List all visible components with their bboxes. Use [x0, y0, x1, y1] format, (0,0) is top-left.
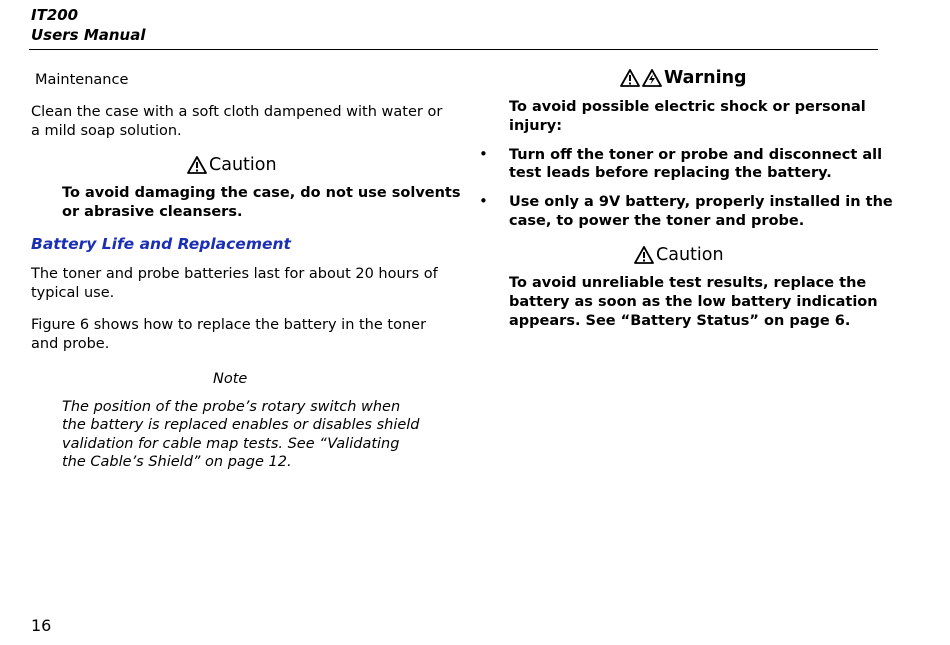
battery-section-heading: Battery Life and Replacement [31, 235, 291, 253]
caution-triangle-icon [634, 246, 654, 264]
note-line-3: validation for cable map tests. See “Validating [62, 436, 400, 452]
header-model: IT200 [31, 6, 79, 24]
header-manual-title: Users Manual [31, 26, 146, 44]
caution-2-line-3: appears. See “Battery Status” on page 6. [509, 313, 851, 329]
caution-1-line-2: or abrasive cleansers. [62, 204, 243, 220]
warning-title-block [620, 68, 747, 88]
note-title: Note [213, 371, 248, 387]
caution-1-title-block [187, 155, 277, 175]
caution-2-title-block [634, 245, 724, 265]
caution-2-title: Caution [656, 245, 724, 265]
warning-triangle-icon [620, 69, 640, 87]
figure-text-line-1: Figure 6 shows how to replace the battery in the toner [31, 317, 427, 333]
bullet-dot-icon: • [479, 145, 488, 163]
battery-text-line-2: typical use. [31, 285, 115, 301]
bullet-1-line-2: test leads before replacing the battery. [509, 165, 832, 181]
bullet-2-line-2: case, to power the toner and probe. [509, 213, 805, 229]
lightning-triangle-icon [642, 69, 662, 87]
warning-title: Warning [664, 68, 747, 88]
warning-intro-line-2: injury: [509, 118, 562, 134]
bullet-2-line-1: Use only a 9V battery, properly installed in the [509, 194, 893, 210]
bullet-1-line-1: Turn off the toner or probe and disconnect all [509, 147, 883, 163]
figure-text-line-2: and probe. [31, 336, 110, 352]
warning-intro-line-1: To avoid possible electric shock or personal [509, 99, 866, 115]
caution-1-line-1: To avoid damaging the case, do not use solvents [62, 185, 461, 201]
clean-text-line-2: a mild soap solution. [31, 123, 182, 139]
caution-2-line-2: battery as soon as the low battery indication [509, 294, 878, 310]
header-rule [29, 49, 878, 50]
caution-2-line-1: To avoid unreliable test results, replace the [509, 275, 867, 291]
maintenance-heading: Maintenance [35, 72, 129, 88]
note-line-1: The position of the probe’s rotary switch when [62, 399, 401, 415]
battery-text-line-1: The toner and probe batteries last for about 20 hours of [31, 266, 438, 282]
caution-triangle-icon [187, 156, 207, 174]
caution-1-title: Caution [209, 155, 277, 175]
clean-text-line-1: Clean the case with a soft cloth dampened with water or [31, 104, 443, 120]
bullet-dot-icon: • [479, 192, 488, 210]
page-number: 16 [31, 616, 52, 635]
note-line-2: the battery is replaced enables or disables shield [62, 417, 420, 433]
note-line-4: the Cable’s Shield” on page 12. [62, 454, 292, 470]
